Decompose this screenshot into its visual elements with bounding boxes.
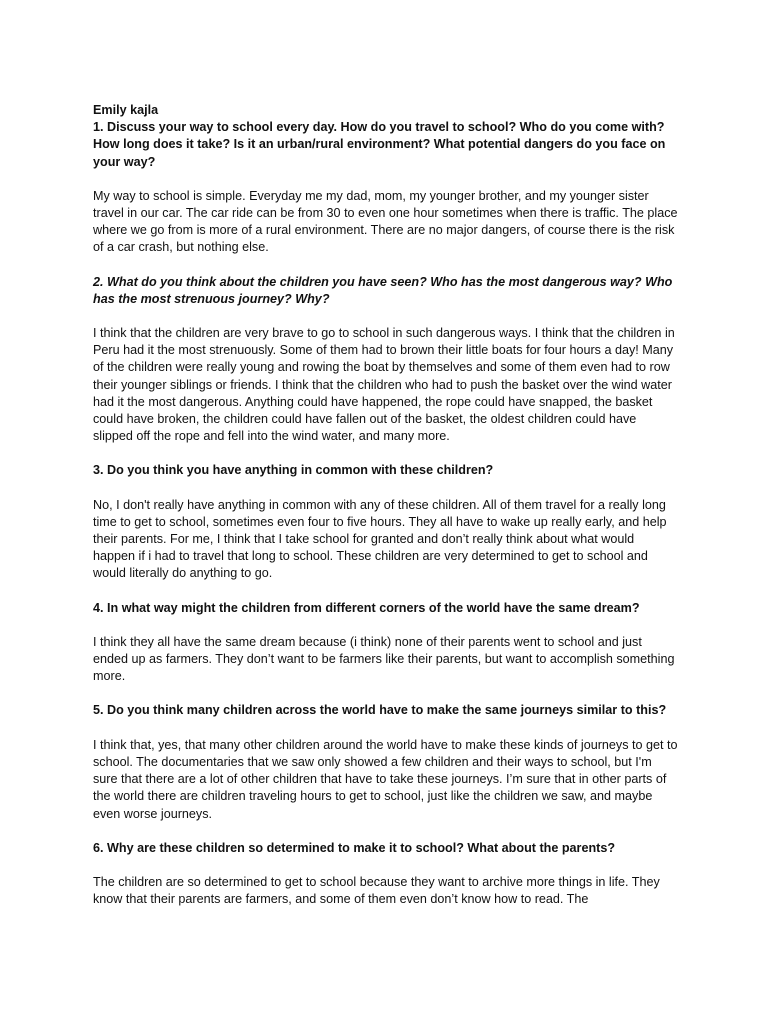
qa-block-1 (93, 119, 678, 256)
answer-5: I think that, yes, that many other children around the world have to make these kinds of journeys to get to school. The documentaries that we saw only showed a few children and their ways to school, but I'm sure that there are a lot of other children that have to take these journeys. I’m sure that in other parts of the world there are children traveling hours to get to school, just like the children we saw, and maybe even worse journeys. (93, 737, 678, 821)
author-name: Emily kajla (93, 103, 159, 117)
qa-block-4 (93, 600, 678, 686)
answer-3: No, I don't really have anything in common with any of these children. All of them travel for a really long time to get to school, sometimes even four to five hours. They all have to wake up really early, and help their parents. For me, I think that I take school for granted and don’t really think about what would happen if i had to travel that long to school. These children are very determined to get to school and would literally do anything to go. (93, 497, 667, 581)
answer-4: I think they all have the same dream because (i think) none of their parents went to school and just ended up as farmers. They don’t want to be farmers like their parents, but want to accomplish something more. (93, 634, 675, 684)
question-2: 2. What do you think about the children you have seen? Who has the most dangerous way? Who has the most strenuous journey? Why? (93, 274, 673, 306)
qa-block-2 (93, 274, 678, 446)
document-page (93, 102, 678, 925)
qa-block-5 (93, 702, 678, 822)
answer-1: My way to school is simple. Everyday me my dad, mom, my younger brother, and my younger sister travel in our car. The car ride can be from 30 to even one hour sometimes when there is traffic. The place where we go from is more of a rural environment. There are no major dangers, of course there is the risk of a car crash, but nothing else. (93, 188, 678, 255)
qa-block-6 (93, 840, 678, 909)
question-5: 5. Do you think many children across the world have to make the same journeys similar to this? (93, 703, 667, 718)
answer-2: I think that the children are very brave to go to school in such dangerous ways. I think that the children in Peru had it the most strenuously. Some of them had to brown their little boats for four hours a day! Many of the children were really young and rowing the boat by themselves and some of them even had to row their younger siblings or friends. I think that the children who had to push the basket over the wind water had it the most dangerous. Anything could have happened, the rope could have snapped, the basket could have broken, the children could have fallen out of the basket, the oldest children could have slipped off the rope and fell into the wind water, and many more. (93, 326, 675, 444)
answer-6: The children are so determined to get to school because they want to archive more things in life. They know that their parents are farmers, and some of them even don’t know how to read. The (93, 874, 660, 907)
qa-block-3 (93, 462, 678, 582)
question-4: 4. In what way might the children from different corners of the world have the same dream? (93, 600, 640, 615)
question-3: 3. Do you think you have anything in common with these children? (93, 463, 494, 478)
question-1: 1. Discuss your way to school every day. How do you travel to school? Who do you come with? How long does it take? Is it an urban/rural environment? What potential dangers do you face on your way? (93, 120, 666, 169)
question-6: 6. Why are these children so determined to make it to school? What about the parents? (93, 840, 616, 855)
